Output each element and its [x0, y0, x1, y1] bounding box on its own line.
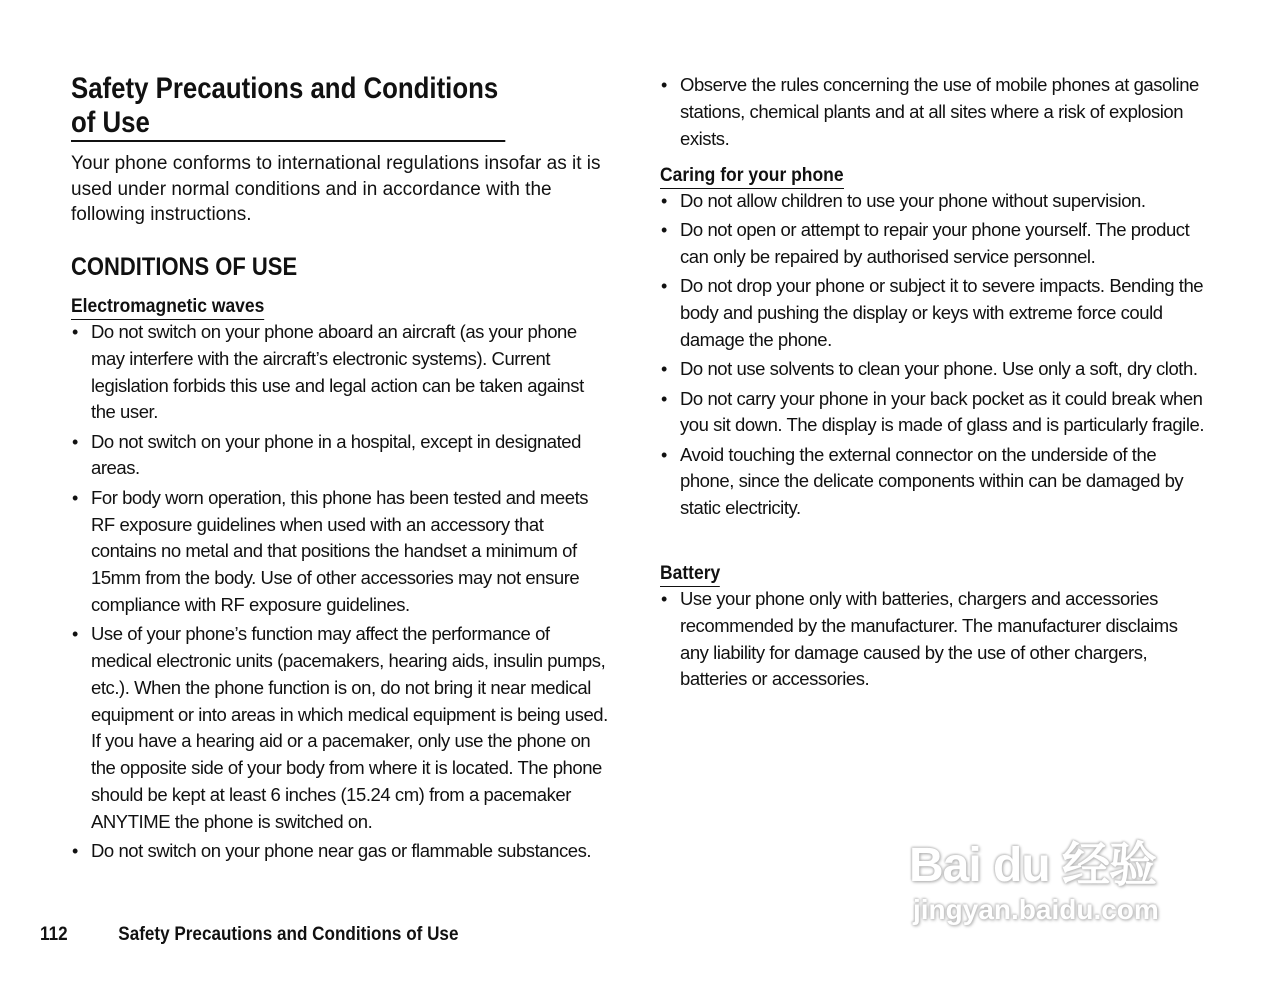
subheading-caring: Caring for your phone	[660, 164, 844, 189]
list-item	[660, 386, 1205, 440]
page-number: 112	[40, 924, 68, 945]
bullet-icon: •	[661, 220, 667, 241]
explosion-list	[660, 72, 1205, 155]
bullet-icon: •	[661, 589, 667, 609]
bullet-icon: •	[661, 191, 667, 211]
baidu-watermark	[905, 790, 1205, 940]
bullet-icon: •	[72, 487, 78, 508]
bullet-icon: •	[661, 359, 667, 380]
list-item	[71, 485, 611, 619]
list-item-text: Do not use solvents to clean your phone. Use only a soft, dry cloth.	[680, 358, 1198, 380]
bullet-icon: •	[661, 75, 667, 95]
bullet-icon: •	[72, 322, 78, 342]
list-item	[660, 72, 1205, 152]
battery-list	[660, 586, 1205, 696]
list-item	[71, 319, 611, 426]
bullet-icon: •	[661, 276, 667, 297]
bullet-icon: •	[661, 444, 667, 465]
section-heading: CONDITIONS OF USE	[71, 253, 298, 281]
bullet-icon: •	[72, 841, 78, 862]
list-item	[660, 273, 1205, 353]
list-item	[660, 442, 1205, 522]
list-item	[660, 217, 1205, 271]
watermark-logo: Bai du 经验	[909, 839, 1157, 892]
list-item-text: Use of your phone’s function may affect the performance of medical electronic units (pacemakers, hearing aids, insulin pumps, etc.). When the phone function is on, do not bring it near medical equipment or into areas in which medical equipment is being used. If you have a hearing aid or a pacemaker, only use the phone on the opposite side of your body from where it is located. The phone should be kept at least 6 inches (15.24 cm) from a pacemaker ANYTIME the phone is switched on.	[91, 623, 608, 832]
list-item-text: For body worn operation, this phone has been tested and meets RF exposure guidelines when used with an accessory that contains no metal and that positions the handset a minimum of 15mm from the body. Use of other accessories may not ensure compliance with RF exposure guidelines.	[91, 486, 589, 615]
list-item-text: Do not open or attempt to repair your phone yourself. The product can only be repaired by authorised service personnel.	[680, 219, 1190, 268]
list-item-text: Use your phone only with batteries, chargers and accessories recommended by the manufacturer. The manufacturer disclaims any liability for damage caused by the use of other chargers, batteries or accessories.	[680, 588, 1178, 690]
list-item-text: Do not allow children to use your phone without supervision.	[680, 190, 1146, 211]
list-item	[660, 586, 1205, 693]
list-item	[71, 621, 611, 835]
watermark-url: jingyan.baidu.com	[913, 894, 1159, 925]
bullet-icon: •	[661, 388, 667, 409]
caring-list	[660, 188, 1205, 525]
list-item-text: Do not drop your phone or subject it to severe impacts. Bending the body and pushing the display or keys with extreme force could damage the phone.	[680, 275, 1204, 350]
page-footer	[40, 924, 458, 946]
footer-title: Safety Precautions and Conditions of Use	[118, 924, 459, 945]
subheading-electromagnetic: Electromagnetic waves	[71, 295, 264, 320]
list-item	[71, 429, 611, 483]
bullet-icon: •	[72, 624, 78, 645]
list-item	[660, 188, 1205, 215]
list-item-text: Do not switch on your phone in a hospital, except in designated areas.	[91, 430, 581, 479]
list-item	[660, 356, 1205, 383]
list-item-text: Avoid touching the external connector on the underside of the phone, since the delicate components within can be damaged by static electricity.	[680, 443, 1184, 519]
intro-paragraph: Your phone conforms to international regulations insofar as it is used under normal conditions and in accordance with the following instructions.	[71, 153, 601, 225]
electromagnetic-list	[71, 319, 611, 867]
list-item-text: Do not switch on your phone aboard an aircraft (as your phone may interfere with the aircraft’s electronic systems). Current legislation forbids this use and legal action can be taken against the user.	[91, 321, 584, 423]
list-item-text: Do not carry your phone in your back pocket as it could break when you sit down. The display is made of glass and is particularly fragile.	[680, 387, 1205, 436]
list-item	[71, 838, 611, 865]
list-item-text: Do not switch on your phone near gas or flammable substances.	[91, 840, 592, 862]
subheading-battery: Battery	[660, 562, 720, 587]
page-title: Safety Precautions and Conditions of Use	[71, 72, 505, 142]
list-item-text: Observe the rules concerning the use of mobile phones at gasoline stations, chemical plants and at all sites where a risk of explosion exists.	[680, 74, 1199, 149]
bullet-icon: •	[72, 431, 78, 452]
